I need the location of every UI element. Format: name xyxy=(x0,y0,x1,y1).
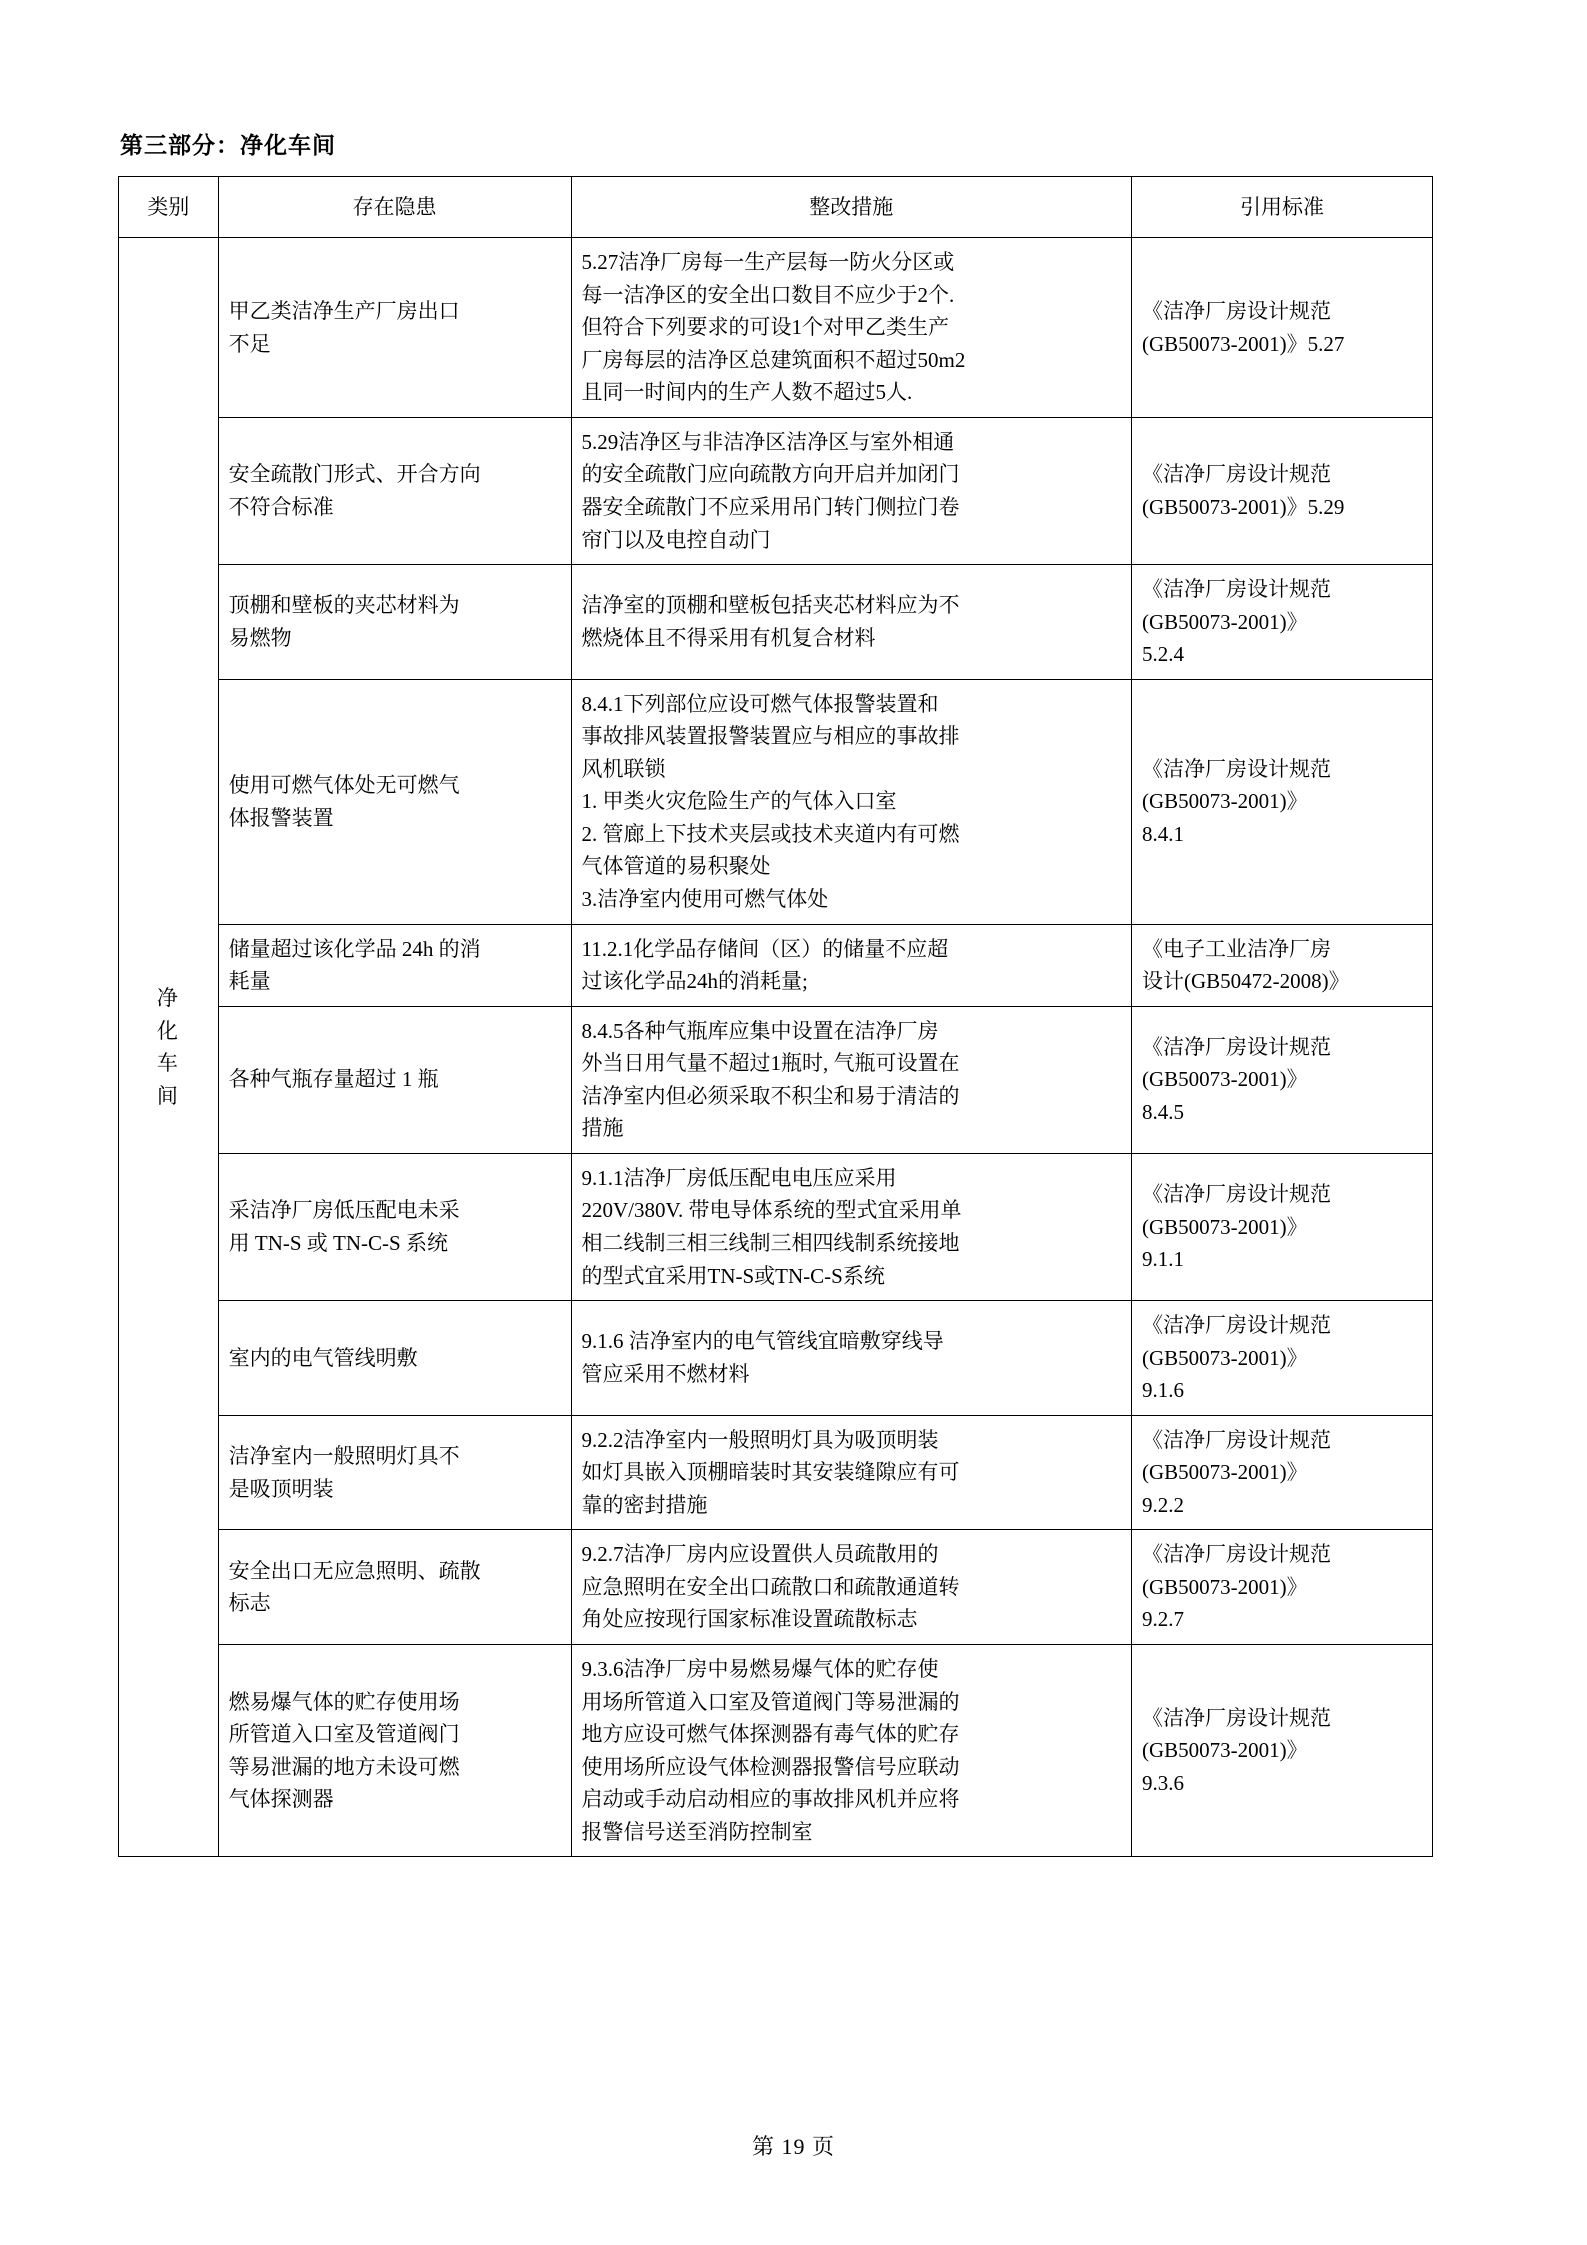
hazard-line: 耗量 xyxy=(228,969,271,994)
table-header-row xyxy=(119,177,1433,238)
standard-line: 《洁净厂房设计规范 xyxy=(1141,1542,1331,1567)
hazard-line: 使用可燃气体处无可燃气 xyxy=(228,773,460,798)
measure-cell xyxy=(571,1006,1131,1153)
standard-cell xyxy=(1131,924,1432,1006)
standard-cell xyxy=(1131,1153,1432,1300)
standard-line: 5.2.4 xyxy=(1141,642,1184,667)
standard-cell xyxy=(1131,565,1432,680)
standard-line: (GB50073-2001)》 xyxy=(1141,1738,1308,1763)
measure-line: 器安全疏散门不应采用吊门转门侧拉门卷 xyxy=(581,495,960,520)
table-row xyxy=(119,1153,1433,1300)
table-body xyxy=(119,238,1433,1857)
measure-cell xyxy=(571,238,1131,418)
hazard-line: 安全疏散门形式、开合方向 xyxy=(228,462,481,487)
standard-line: 《洁净厂房设计规范 xyxy=(1141,577,1331,602)
hazard-line: 顶棚和壁板的夹芯材料为 xyxy=(228,593,460,618)
hazard-line: 标志 xyxy=(228,1591,271,1616)
measure-cell xyxy=(571,1530,1131,1645)
measure-line: 8.4.5各种气瓶库应集中设置在洁净厂房 xyxy=(581,1018,939,1043)
measure-line: 9.1.6 洁净室内的电气管线宜暗敷穿线导 xyxy=(581,1329,944,1354)
standard-cell xyxy=(1131,1415,1432,1530)
measure-line: 报警信号送至消防控制室 xyxy=(581,1819,813,1844)
column-header-hazard: 存在隐患 xyxy=(218,177,571,238)
category-char-3: 车 xyxy=(156,1051,180,1076)
standard-line: 《洁净厂房设计规范 xyxy=(1141,1427,1331,1452)
measure-line: 地方应设可燃气体探测器有毒气体的贮存 xyxy=(581,1722,960,1747)
hazard-line: 气体探测器 xyxy=(228,1787,334,1812)
measure-line: 8.4.1下列部位应设可燃气体报警装置和 xyxy=(581,691,939,716)
table-header xyxy=(119,177,1433,238)
measure-line: 1. 甲类火灾危险生产的气体入口室 xyxy=(581,789,897,814)
standard-cell xyxy=(1131,1301,1432,1416)
table-row xyxy=(119,924,1433,1006)
hazard-table xyxy=(118,176,1433,1857)
standard-cell xyxy=(1131,417,1432,564)
hazard-line: 储量超过该化学品 24h 的消 xyxy=(228,936,481,961)
category-cell xyxy=(119,238,219,1857)
measure-cell xyxy=(571,1415,1131,1530)
measure-line: 过该化学品24h的消耗量; xyxy=(581,969,808,994)
standard-line: 9.1.6 xyxy=(1141,1378,1184,1403)
measure-line: 应急照明在安全出口疏散口和疏散通道转 xyxy=(581,1574,960,1599)
measure-line: 厂房每层的洁净区总建筑面积不超过50m2 xyxy=(581,347,966,372)
hazard-line: 甲乙类洁净生产厂房出口 xyxy=(228,299,460,323)
measure-line: 9.2.7洁净厂房内应设置供人员疏散用的 xyxy=(581,1542,939,1567)
standard-cell xyxy=(1131,1006,1432,1153)
standard-line: (GB50073-2001)》 xyxy=(1141,789,1308,814)
measure-line: 5.27洁净厂房每一生产层每一防火分区或 xyxy=(581,250,955,275)
standard-line: 9.2.2 xyxy=(1141,1492,1184,1517)
hazard-line: 等易泄漏的地方未设可燃 xyxy=(228,1754,460,1779)
measure-line: 燃烧体且不得采用有机复合材料 xyxy=(581,625,876,650)
standard-line: 9.3.6 xyxy=(1141,1770,1184,1795)
standard-line: 《洁净厂房设计规范 xyxy=(1141,756,1331,781)
hazard-cell xyxy=(218,1530,571,1645)
measure-line: 如灯具嵌入顶棚暗装时其安装缝隙应有可 xyxy=(581,1460,960,1485)
standard-line: 《洁净厂房设计规范 xyxy=(1141,462,1331,487)
hazard-line: 是吸顶明装 xyxy=(228,1476,334,1501)
hazard-cell xyxy=(218,1301,571,1416)
hazard-cell xyxy=(218,417,571,564)
hazard-line: 洁净室内一般照明灯具不 xyxy=(228,1443,460,1468)
section-title: 第三部分：净化车间 xyxy=(120,133,336,158)
page-footer: 第 19 页 xyxy=(751,2134,835,2159)
table-row xyxy=(119,1530,1433,1645)
standard-line: (GB50073-2001)》 xyxy=(1141,1460,1308,1485)
standard-line: 9.2.7 xyxy=(1141,1607,1184,1632)
hazard-cell xyxy=(218,679,571,924)
measure-line: 的安全疏散门应向疏散方向开启并加闭门 xyxy=(581,462,960,487)
standard-line: (GB50073-2001)》 xyxy=(1141,1574,1308,1599)
measure-line: 外当日用气量不超过1瓶时, 气瓶可设置在 xyxy=(581,1051,960,1076)
hazard-line: 所管道入口室及管道阀门 xyxy=(228,1722,460,1747)
measure-line: 每一洁净区的安全出口数目不应少于2个. xyxy=(581,282,955,307)
measure-cell xyxy=(571,1301,1131,1416)
standard-line: 设计(GB50472-2008)》 xyxy=(1141,969,1350,994)
measure-line: 风机联锁 xyxy=(581,756,666,781)
measure-line: 靠的密封措施 xyxy=(581,1492,708,1517)
hazard-line: 各种气瓶存量超过 1 瓶 xyxy=(228,1067,439,1092)
table-row xyxy=(119,417,1433,564)
measure-line: 洁净室内但必须采取不积尘和易于清洁的 xyxy=(581,1083,960,1108)
measure-line: 用场所管道入口室及管道阀门等易泄漏的 xyxy=(581,1689,960,1714)
category-char-2: 化 xyxy=(156,1018,180,1043)
hazard-cell xyxy=(218,1006,571,1153)
hazard-cell xyxy=(218,1415,571,1530)
measure-cell xyxy=(571,1644,1131,1856)
column-header-standard: 引用标准 xyxy=(1131,177,1432,238)
table-row xyxy=(119,679,1433,924)
table-row xyxy=(119,238,1433,418)
table-row xyxy=(119,1006,1433,1153)
table-row xyxy=(119,1415,1433,1530)
standard-cell xyxy=(1131,1644,1432,1856)
hazard-line: 不足 xyxy=(228,331,271,356)
column-header-measure: 整改措施 xyxy=(571,177,1131,238)
measure-line: 9.1.1洁净厂房低压配电电压应采用 xyxy=(581,1165,897,1190)
standard-line: (GB50073-2001)》5.29 xyxy=(1141,495,1345,520)
hazard-cell xyxy=(218,238,571,418)
measure-cell xyxy=(571,679,1131,924)
standard-cell xyxy=(1131,679,1432,924)
measure-line: 洁净室的顶棚和壁板包括夹芯材料应为不 xyxy=(581,593,960,618)
standard-cell xyxy=(1131,238,1432,418)
measure-cell xyxy=(571,565,1131,680)
hazard-cell xyxy=(218,1153,571,1300)
measure-cell xyxy=(571,1153,1131,1300)
measure-line: 相二线制三相三线制三相四线制系统接地 xyxy=(581,1230,960,1255)
standard-line: 8.4.1 xyxy=(1141,821,1184,846)
standard-line: (GB50073-2001)》5.27 xyxy=(1141,331,1345,356)
hazard-line: 易燃物 xyxy=(228,625,292,650)
standard-line: 《洁净厂房设计规范 xyxy=(1141,1705,1331,1730)
measure-line: 事故排风装置报警装置应与相应的事故排 xyxy=(581,724,960,749)
standard-line: (GB50073-2001)》 xyxy=(1141,1067,1308,1092)
table-row xyxy=(119,565,1433,680)
measure-line: 启动或手动启动相应的事故排风机并应将 xyxy=(581,1787,960,1812)
standard-line: 《洁净厂房设计规范 xyxy=(1141,1034,1331,1059)
measure-cell xyxy=(571,924,1131,1006)
measure-line: 帘门以及电控自动门 xyxy=(581,527,771,552)
category-char-4: 间 xyxy=(156,1083,180,1108)
measure-line: 的型式宜采用TN-S或TN-C-S系统 xyxy=(581,1263,885,1288)
standard-line: 《洁净厂房设计规范 xyxy=(1141,1182,1331,1207)
measure-cell xyxy=(571,417,1131,564)
measure-line: 220V/380V. 带电导体系统的型式宜采用单 xyxy=(581,1198,962,1223)
measure-line: 使用场所应设气体检测器报警信号应联动 xyxy=(581,1754,960,1779)
standard-line: (GB50073-2001)》 xyxy=(1141,609,1308,634)
hazard-line: 采洁净厂房低压配电未采 xyxy=(228,1198,460,1223)
measure-line: 角处应按现行国家标准设置疏散标志 xyxy=(581,1607,918,1632)
standard-line: 8.4.5 xyxy=(1141,1100,1184,1125)
measure-line: 2. 管廊上下技术夹层或技术夹道内有可燃 xyxy=(581,821,960,846)
standard-line: (GB50073-2001)》 xyxy=(1141,1345,1308,1370)
hazard-cell xyxy=(218,924,571,1006)
category-char-1: 净 xyxy=(156,986,180,1011)
standard-cell xyxy=(1131,1530,1432,1645)
measure-line: 气体管道的易积聚处 xyxy=(581,854,771,879)
hazard-line: 不符合标准 xyxy=(228,495,334,520)
measure-line: 9.3.6洁净厂房中易燃易爆气体的贮存使 xyxy=(581,1656,939,1681)
standard-line: 《洁净厂房设计规范 xyxy=(1141,1313,1331,1338)
column-header-category: 类别 xyxy=(119,177,219,238)
hazard-line: 体报警装置 xyxy=(228,805,334,830)
table-row xyxy=(119,1644,1433,1856)
standard-line: 《电子工业洁净厂房 xyxy=(1141,936,1331,961)
measure-line: 且同一时间内的生产人数不超过5人. xyxy=(581,380,913,405)
measure-line: 11.2.1化学品存储间（区）的储量不应超 xyxy=(581,936,949,961)
measure-line: 5.29洁净区与非洁净区洁净区与室外相通 xyxy=(581,429,955,454)
measure-line: 管应采用不燃材料 xyxy=(581,1361,750,1386)
hazard-cell xyxy=(218,565,571,680)
standard-line: 9.1.1 xyxy=(1141,1247,1184,1272)
hazard-line: 用 TN-S 或 TN-C-S 系统 xyxy=(228,1230,448,1255)
table-row xyxy=(119,1301,1433,1416)
standard-line: (GB50073-2001)》 xyxy=(1141,1214,1308,1239)
measure-line: 9.2.2洁净室内一般照明灯具为吸顶明装 xyxy=(581,1427,939,1452)
hazard-line: 室内的电气管线明敷 xyxy=(228,1345,418,1370)
hazard-cell xyxy=(218,1644,571,1856)
standard-line: 《洁净厂房设计规范 xyxy=(1141,299,1331,323)
hazard-line: 安全出口无应急照明、疏散 xyxy=(228,1558,481,1583)
hazard-line: 燃易爆气体的贮存使用场 xyxy=(228,1689,460,1714)
measure-line: 3.洁净室内使用可燃气体处 xyxy=(581,887,829,912)
measure-line: 措施 xyxy=(581,1116,624,1141)
measure-line: 但符合下列要求的可设1个对甲乙类生产 xyxy=(581,315,950,340)
